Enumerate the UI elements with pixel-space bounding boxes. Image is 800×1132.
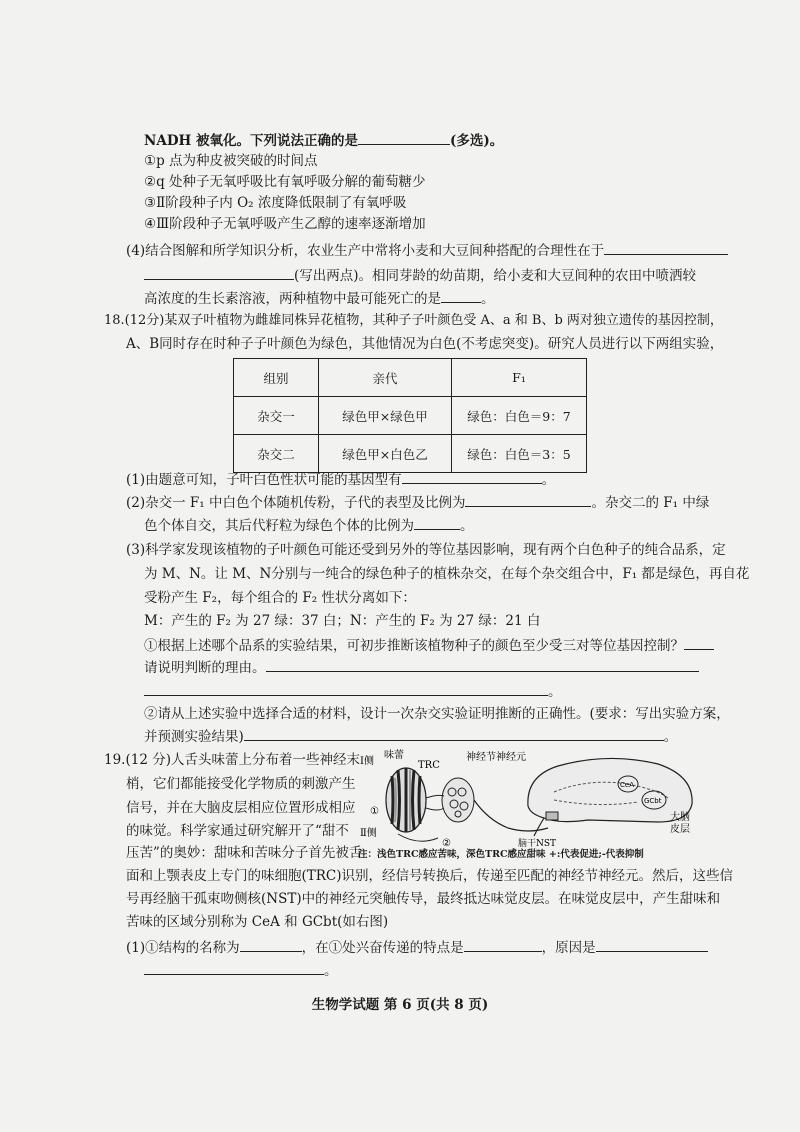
q18-part3-reason-text: 请说明判断的理由。 <box>144 660 266 676</box>
cea-label: CeA <box>620 781 634 789</box>
q18-part1 <box>126 469 555 490</box>
q19-line4: 的味觉。科学家通过研究解开了“甜不 <box>126 823 349 839</box>
answer-blank[interactable] <box>414 515 460 530</box>
q19-line6: 面和上颚表皮上专门的味细胞(TRC)识别，经信号转换后，传递至匹配的神经节神经元。然后，这些信 <box>126 868 734 884</box>
q18-part3-line3: 受粉产生 F₂，每个组合的 F₂ 性状分离如下： <box>144 590 416 606</box>
taste-pathway-figure <box>358 748 702 854</box>
q18-part1-text: (1)由题意可知，子叶白色性状可能的基因型有 <box>126 472 402 488</box>
q17-part4-end: 。 <box>481 291 495 307</box>
q19-line8: 苦味的区域分别称为 CeA 和 GCbt(如右图) <box>126 914 389 930</box>
q18-part1-end: 。 <box>541 472 556 488</box>
side1-label: Ⅰ侧 <box>360 756 374 767</box>
ganglion-label: 神经节神经元 <box>466 752 526 763</box>
table-header: 组别 <box>234 359 319 397</box>
q17-option-1: ①p 点为种皮被突破的时间点 <box>144 153 318 169</box>
q17-part4-line1 <box>126 240 728 261</box>
figure-caption: 注：浅色TRC感应苦味，深色TRC感应甜味 +:代表促进;-代表抑制 <box>358 849 644 860</box>
q18-part2-line1 <box>126 492 709 513</box>
page-footer: 生物学试题 第 6 页(共 8 页) <box>311 997 489 1013</box>
q18-part3-line1: (3)科学家发现该植物的子叶颜色可能还受到另外的等位基因影响，现有两个白色种子的纯合品系，定 <box>126 542 726 558</box>
answer-blank[interactable] <box>596 937 708 952</box>
q19-line2: 梢，它们都能接受化学物质的刺激产生 <box>126 776 356 792</box>
answer-blank[interactable] <box>266 657 699 672</box>
q19-part1-line1 <box>126 937 708 958</box>
table-cell: 杂交二 <box>234 435 319 473</box>
answer-blank[interactable] <box>144 960 324 975</box>
nerve-fiber-2 <box>398 834 438 841</box>
taste-bud-icon <box>386 768 426 832</box>
q18-part2-line2 <box>144 515 474 536</box>
answer-blank[interactable] <box>244 726 664 741</box>
answer-blank[interactable] <box>144 681 548 696</box>
table-cell: 绿色：白色＝3：5 <box>452 435 587 473</box>
q18-part3-results: M：产生的 F₂ 为 27 绿：37 白；N：产生的 F₂ 为 27 绿：21 白 <box>144 613 541 629</box>
q18-part3-q2: ②请从上述实验中选择合适的材料，设计一次杂交实验证明推断的正确性。(要求：写出实验方案， <box>144 706 730 722</box>
q17-line1-end: (多选)。 <box>449 133 504 149</box>
q17-part4-text: (4)结合图解和所学知识分析，农业生产中常将小麦和大豆间种搭配的合理性在于 <box>126 243 605 259</box>
q19-part1-line2 <box>144 960 338 981</box>
taste-bud-label: 味蕾 <box>384 750 404 761</box>
q18-part3-q2-text: 并预测实验结果) <box>144 729 244 745</box>
trc-label: TRC <box>418 760 440 771</box>
gcbt-label: GCbt <box>644 797 662 805</box>
q19-part1-text-c: ，原因是 <box>541 940 596 956</box>
q17-option-2: ②q 处种子无氧呼吸比有氧呼吸分解的葡萄糖少 <box>144 174 426 190</box>
q18-part3-q1-text: ①根据上述哪个品系的实验结果，可初步推断该植物种子的颜色至少受三对等位基因控制？ <box>144 638 684 654</box>
table-cell: 绿色：白色＝9：7 <box>452 397 587 435</box>
table-cell: 绿色甲×绿色甲 <box>319 397 452 435</box>
answer-blank[interactable] <box>684 635 714 650</box>
q18-part2-text2: 色个体自交，其后代籽粒为绿色个体的比例为 <box>144 518 414 534</box>
answer-blank[interactable] <box>240 937 302 952</box>
q17-part4-text2: (写出两点)。相同芽龄的幼苗期，给小麦和大豆间种的农田中喷洒较 <box>294 268 697 284</box>
answer-blank[interactable] <box>464 937 542 952</box>
cortex-label-1: 大脑 <box>670 812 690 823</box>
answer-blank[interactable] <box>604 240 728 255</box>
q18-part3-q2-end: 。 <box>663 729 678 745</box>
q18-part3-q1 <box>144 635 714 656</box>
q19-part1-end: 。 <box>324 963 338 979</box>
q18-intro-line1: 18.(12分)某双子叶植物为雌雄同株异花植物，其种子子叶颜色受 A、a 和 B、b 两对独立遗传的基因控制， <box>104 313 723 328</box>
nst-label: 脑干NST <box>518 839 557 849</box>
ganglion-neuron-icon <box>426 778 474 822</box>
q18-part3-reason-end: 。 <box>548 684 562 700</box>
q17-option-4: ④Ⅲ阶段种子无氧呼吸产生乙醇的速率逐渐增加 <box>144 216 426 232</box>
table-row <box>234 435 587 473</box>
q17-line1-text: NADH 被氧化。下列说法正确的是 <box>144 133 358 149</box>
q19-line1: 19.(12 分)人舌头味蕾上分布着一些神经末 <box>104 752 360 768</box>
q19-part1-text-a: (1)①结构的名称为 <box>126 940 240 956</box>
answer-blank[interactable] <box>441 288 481 303</box>
brain-icon <box>528 758 692 836</box>
answer-blank[interactable] <box>358 130 450 145</box>
q18-intro-line2: A、B同时存在时种子子叶颜色为绿色，其他情况为白色(不考虑突变)。研究人员进行以下两组实验， <box>126 336 724 352</box>
table-cell: 杂交一 <box>234 397 319 435</box>
answer-blank[interactable] <box>144 265 294 280</box>
q17-part4-text3: 高浓度的生长素溶液，两种植物中最可能死亡的是 <box>144 291 441 307</box>
q19-line5: 压苦”的奥妙：甜味和苦味分子首先被舌 <box>126 845 363 861</box>
q18-part3-q2-line2 <box>144 726 677 747</box>
q19-line7: 号再经脑干孤束吻侧核(NST)中的神经元突触传导，最终抵达味觉皮层。在味觉皮层中，产生甜味和 <box>126 891 721 907</box>
q18-part3-reason <box>144 657 699 678</box>
q18-part2-text-end: 。杂交二的 F₁ 中绿 <box>591 495 710 511</box>
circle-1-label: ① <box>370 806 379 817</box>
q18-part3-reason-line2 <box>144 681 562 702</box>
q17-part4-line3 <box>144 288 495 309</box>
q17-part4-line2 <box>144 265 696 286</box>
table-header: 亲代 <box>319 359 452 397</box>
q18-part3-line2: 为 M、N。让 M、N分别与一纯合的绿色种子的植株杂交，在每个杂交组合中，F₁ 都是绿色，再自花 <box>144 566 750 582</box>
cross-table <box>233 358 587 473</box>
answer-blank[interactable] <box>465 492 591 507</box>
table-header-row <box>234 359 587 397</box>
q19-part1-text-b: ，在①处兴奋传递的特点是 <box>301 940 464 956</box>
q17-option-3: ③Ⅱ阶段种子内 O₂ 浓度降低限制了有氧呼吸 <box>144 195 407 211</box>
q18-part2-text: (2)杂交一 F₁ 中白色个体随机传粉，子代的表型及比例为 <box>126 495 466 511</box>
cortex-label-2: 皮层 <box>670 824 690 835</box>
q19-line3: 信号，并在大脑皮层相应位置形成相应 <box>126 800 356 816</box>
q18-part2-end: 。 <box>460 518 474 534</box>
side2-label: Ⅱ侧 <box>360 828 377 839</box>
circle-2-label: ② <box>442 838 451 849</box>
table-row <box>234 397 587 435</box>
answer-blank[interactable] <box>402 469 542 484</box>
table-header: F₁ <box>452 359 587 397</box>
q17-line1 <box>144 130 503 151</box>
table-cell: 绿色甲×白色乙 <box>319 435 452 473</box>
